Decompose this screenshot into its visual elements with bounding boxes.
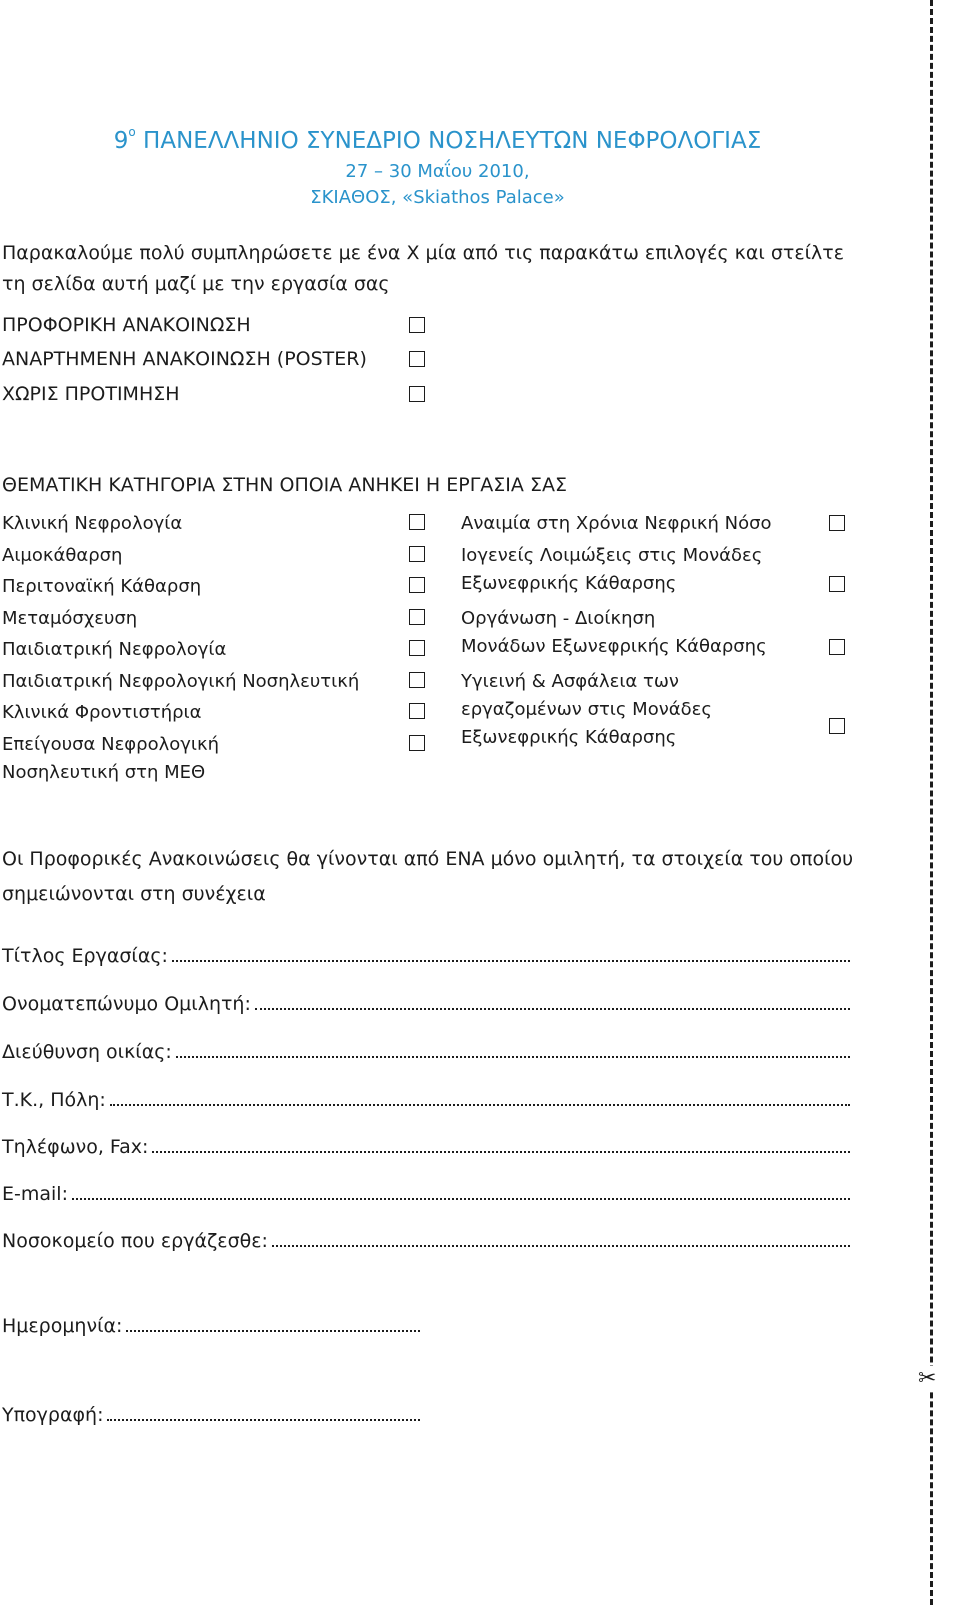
category-peritoneal-dialysis-checkbox[interactable] xyxy=(409,577,425,593)
conference-venue: ΣΚΙΑΘΟΣ, «Skiathos Palace» xyxy=(310,187,565,208)
category-transplantation-checkbox[interactable] xyxy=(409,609,425,625)
category-viral-infections-line-1: Ιογενείς Λοιμώξεις στις Μονάδες xyxy=(461,545,763,566)
speaker-note-line-1: Οι Προφορικές Ανακοινώσεις θα γίνονται από ΕΝΑ μόνο ομιλητή, τα στοιχεία του οποίου xyxy=(2,848,854,870)
field-paper-title-input[interactable] xyxy=(172,956,850,962)
field-postcode-city-label: Τ.Κ., Πόλη: xyxy=(2,1089,106,1111)
field-hospital-input[interactable] xyxy=(272,1241,850,1247)
field-email-input[interactable] xyxy=(72,1194,850,1200)
field-date xyxy=(2,1315,420,1337)
field-email xyxy=(2,1183,850,1205)
category-emergency-nephrology-line-1: Επείγουσα Νεφρολογική xyxy=(2,734,220,755)
field-postcode-city-input[interactable] xyxy=(110,1100,850,1106)
category-anemia-ckd: Αναιμία στη Χρόνια Νεφρική Νόσο xyxy=(461,513,772,534)
instructions-line-2: τη σελίδα αυτή μαζί με την εργασία σας xyxy=(2,273,390,295)
option-poster-checkbox[interactable] xyxy=(409,351,425,367)
field-postcode-city xyxy=(2,1089,850,1111)
field-speaker-name-input[interactable] xyxy=(255,1004,850,1010)
field-speaker-name xyxy=(2,993,850,1015)
field-paper-title-label: Τίτλος Εργασίας: xyxy=(2,945,168,967)
option-no-preference-label: ΧΩΡΙΣ ΠΡΟΤΙΜΗΣΗ xyxy=(2,383,180,405)
field-home-address-input[interactable] xyxy=(176,1052,850,1058)
category-management-line-2: Μονάδων Εξωνεφρικής Κάθαρσης xyxy=(461,636,767,657)
field-speaker-name-label: Ονοματεπώνυμο Ομιλητή: xyxy=(2,993,251,1015)
category-workplace-safety-line-1: Υγιεινή & Ασφάλεια των xyxy=(461,671,679,692)
option-no-preference-checkbox[interactable] xyxy=(409,386,425,402)
category-hemodialysis: Αιμοκάθαρση xyxy=(2,545,123,566)
category-clinical-nephrology: Κλινική Νεφρολογία xyxy=(2,513,183,534)
field-hospital-label: Νοσοκομείο που εργάζεσθε: xyxy=(2,1230,268,1252)
title-number: 9 xyxy=(113,128,129,154)
category-peritoneal-dialysis: Περιτοναϊκή Κάθαρση xyxy=(2,576,202,597)
field-email-label: E-mail: xyxy=(2,1183,68,1205)
category-viral-infections-line-2: Εξωνεφρικής Κάθαρσης xyxy=(461,573,677,594)
instructions-line-1: Παρακαλούμε πολύ συμπληρώσετε με ένα Χ μία από τις παρακάτω επιλογές και στείλτε xyxy=(2,242,844,264)
category-pediatric-nephrology-nursing: Παιδιατρική Νεφρολογική Νοσηλευτική xyxy=(2,671,360,692)
category-viral-infections-checkbox[interactable] xyxy=(829,576,845,592)
category-heading: ΘΕΜΑΤΙΚΗ ΚΑΤΗΓΟΡΙΑ ΣΤΗΝ ΟΠΟΙΑ ΑΝΗΚΕΙ Η ΕΡΓΑΣΙΑ ΣΑΣ xyxy=(2,474,567,496)
category-anemia-ckd-checkbox[interactable] xyxy=(829,515,845,531)
field-home-address xyxy=(2,1041,850,1063)
category-workplace-safety-checkbox[interactable] xyxy=(829,718,845,734)
category-workplace-safety-line-2: εργαζομένων στις Μονάδες xyxy=(461,699,712,720)
category-transplantation: Μεταμόσχευση xyxy=(2,608,138,629)
category-management-line-1: Οργάνωση - Διοίκηση xyxy=(461,608,656,629)
field-date-input[interactable] xyxy=(126,1326,420,1332)
field-paper-title xyxy=(2,945,850,967)
field-hospital xyxy=(2,1230,850,1252)
conference-dates: 27 – 30 Μαΐου 2010, xyxy=(345,161,530,182)
field-date-label: Ημερομηνία: xyxy=(2,1315,123,1337)
category-pediatric-nephrology-nursing-checkbox[interactable] xyxy=(409,672,425,688)
cut-line xyxy=(930,0,933,1605)
category-clinical-workshops: Κλινικά Φροντιστήρια xyxy=(2,702,202,723)
category-emergency-nephrology-line-2: Νοσηλευτική στη ΜΕΘ xyxy=(2,762,206,783)
option-oral-label: ΠΡΟΦΟΡΙΚΗ ΑΝΑΚΟΙΝΩΣΗ xyxy=(2,314,251,336)
category-pediatric-nephrology: Παιδιατρική Νεφρολογία xyxy=(2,639,227,660)
title-text: ΠΑΝΕΛΛΗΝΙΟ ΣΥΝΕΔΡΙΟ ΝΟΣΗΛΕΥΤΩΝ ΝΕΦΡΟΛΟΓΙΑΣ xyxy=(135,128,762,154)
field-phone-fax-label: Τηλέφωνο, Fax: xyxy=(2,1136,149,1158)
category-clinical-nephrology-checkbox[interactable] xyxy=(409,514,425,530)
conference-title xyxy=(0,125,875,154)
scissors-icon: ✂ xyxy=(918,1366,937,1391)
category-emergency-nephrology-checkbox[interactable] xyxy=(409,735,425,751)
field-signature-input[interactable] xyxy=(107,1415,420,1421)
option-poster-label: ΑΝΑΡΤΗΜΕΝΗ ΑΝΑΚΟΙΝΩΣΗ (POSTER) xyxy=(2,348,367,370)
speaker-note-line-2: σημειώνονται στη συνέχεια xyxy=(2,883,266,905)
field-signature-label: Υπογραφή: xyxy=(2,1404,104,1426)
category-workplace-safety-line-3: Εξωνεφρικής Κάθαρσης xyxy=(461,727,677,748)
field-phone-fax xyxy=(2,1136,850,1158)
title-ordinal: ο xyxy=(128,125,136,140)
option-oral-checkbox[interactable] xyxy=(409,317,425,333)
field-home-address-label: Διεύθυνση οικίας: xyxy=(2,1041,172,1063)
field-signature xyxy=(2,1404,420,1426)
category-pediatric-nephrology-checkbox[interactable] xyxy=(409,640,425,656)
field-phone-fax-input[interactable] xyxy=(152,1147,850,1153)
category-clinical-workshops-checkbox[interactable] xyxy=(409,703,425,719)
category-hemodialysis-checkbox[interactable] xyxy=(409,546,425,562)
category-management-checkbox[interactable] xyxy=(829,639,845,655)
